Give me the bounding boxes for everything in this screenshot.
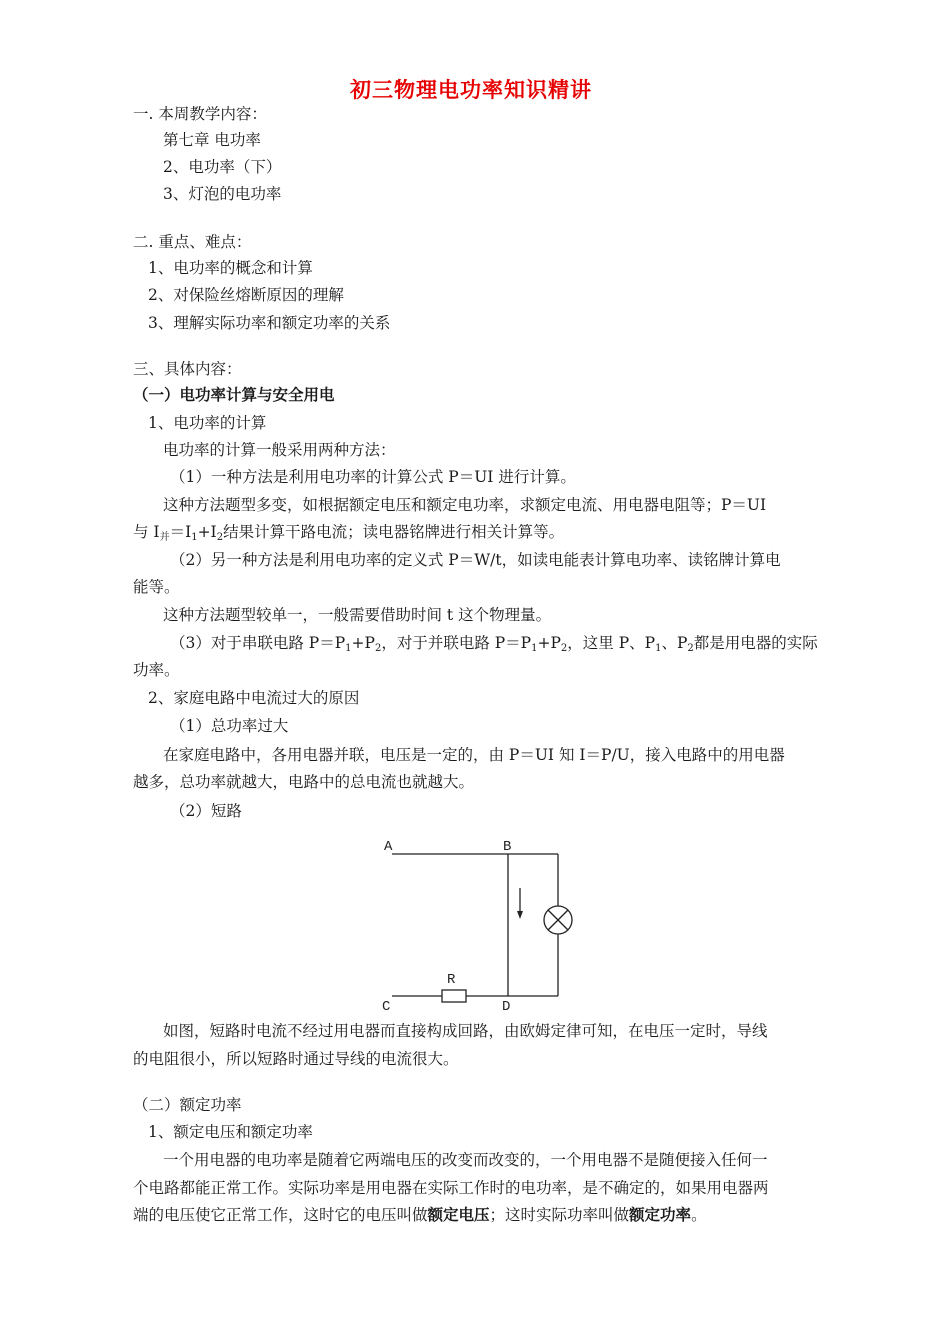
label-b: B (503, 839, 512, 855)
paragraph-line: 能等。 (133, 578, 180, 596)
term-rated-power: 额定功率 (629, 1205, 692, 1224)
page-title: 初三物理电功率知识精讲 (350, 77, 592, 102)
list-item: 第七章 电功率 (163, 131, 261, 149)
paragraph-heading: 1、额定电压和额定功率 (148, 1123, 313, 1141)
paragraph-line: 这种方法题型较单一，一般需要借助时间 t 这个物理量。 (163, 606, 552, 624)
label-d: D (502, 999, 511, 1015)
section-heading-1: 一. 本周教学内容： (133, 105, 267, 123)
paragraph-line: 越多，总功率就越大，电路中的总电流也就越大。 (133, 773, 475, 791)
paragraph-heading: 1、电功率的计算 (148, 414, 267, 432)
section-heading-3: 三、具体内容： (133, 360, 242, 378)
paragraph-line: 个电路都能正常工作。实际功率是用电器在实际工作时的电功率，是不确定的，如果用电器两 (133, 1179, 769, 1197)
cause-2: （2）短路 (170, 802, 242, 820)
paragraph-line: 一个用电器的电功率是随着它两端电压的改变而改变的，一个用电器不是随便接入任何一 (163, 1151, 768, 1169)
list-item: 1、电功率的概念和计算 (148, 259, 313, 277)
label-c: C (382, 999, 391, 1015)
paragraph-line: 端的电压使它正常工作，这时它的电压叫做额定电压；这时实际功率叫做额定功率。 (133, 1205, 707, 1224)
cause-1: （1）总功率过大 (170, 717, 289, 735)
term-rated-voltage: 额定电压 (427, 1205, 490, 1224)
list-item: 3、理解实际功率和额定功率的关系 (148, 314, 391, 332)
paragraph-line: 的电阻很小，所以短路时通过导线的电流很大。 (133, 1050, 459, 1068)
short-circuit-diagram (375, 833, 585, 1018)
method-1: （1）一种方法是利用电功率的计算公式 P＝UI 进行计算。 (170, 468, 576, 486)
paragraph-line: 电功率的计算一般采用两种方法： (163, 441, 396, 459)
paragraph-line: 在家庭电路中，各用电器并联，电压是一定的，由 P＝UI 知 I＝P/U，接入电路中的用电器 (163, 746, 785, 764)
list-item: 2、电功率（下） (163, 158, 282, 176)
method-2: （2）另一种方法是利用电功率的定义式 P＝W/t，如读电能表计算电功率、读铭牌计算电 (170, 551, 781, 569)
arrowhead-icon (517, 911, 523, 919)
list-item: 3、灯泡的电功率 (163, 185, 282, 203)
paragraph-heading: 2、家庭电路中电流过大的原因 (148, 689, 360, 707)
subsection-heading-2: （二）额定功率 (133, 1096, 242, 1114)
resistor (442, 990, 466, 1002)
method-3: （3）对于串联电路 $P=P_1+P_2$，对于并联电路 $P=P_1+P_2$，这里 P、$P_1$、$P_2$都是用电器的实际 (170, 634, 818, 654)
paragraph-line: 这种方法题型多变，如根据额定电压和额定电功率，求额定电流、用电器电阻等；P＝UI (163, 496, 767, 514)
list-item: 2、对保险丝熔断原因的理解 (148, 286, 344, 304)
paragraph-line: 如图，短路时电流不经过用电器而直接构成回路，由欧姆定律可知，在电压一定时，导线 (163, 1022, 768, 1040)
label-a: A (384, 839, 393, 855)
section-heading-2: 二. 重点、难点： (133, 233, 252, 251)
lamp-icon (544, 906, 572, 934)
label-r: R (447, 972, 456, 988)
subsection-heading-1: （一）电功率计算与安全用电 (133, 385, 335, 404)
paragraph-line: 功率。 (133, 661, 180, 679)
paragraph-line: 与 $I_并=I_1+I_2$结果计算干路电流；读电器铭牌进行相关计算等。 (133, 523, 565, 543)
